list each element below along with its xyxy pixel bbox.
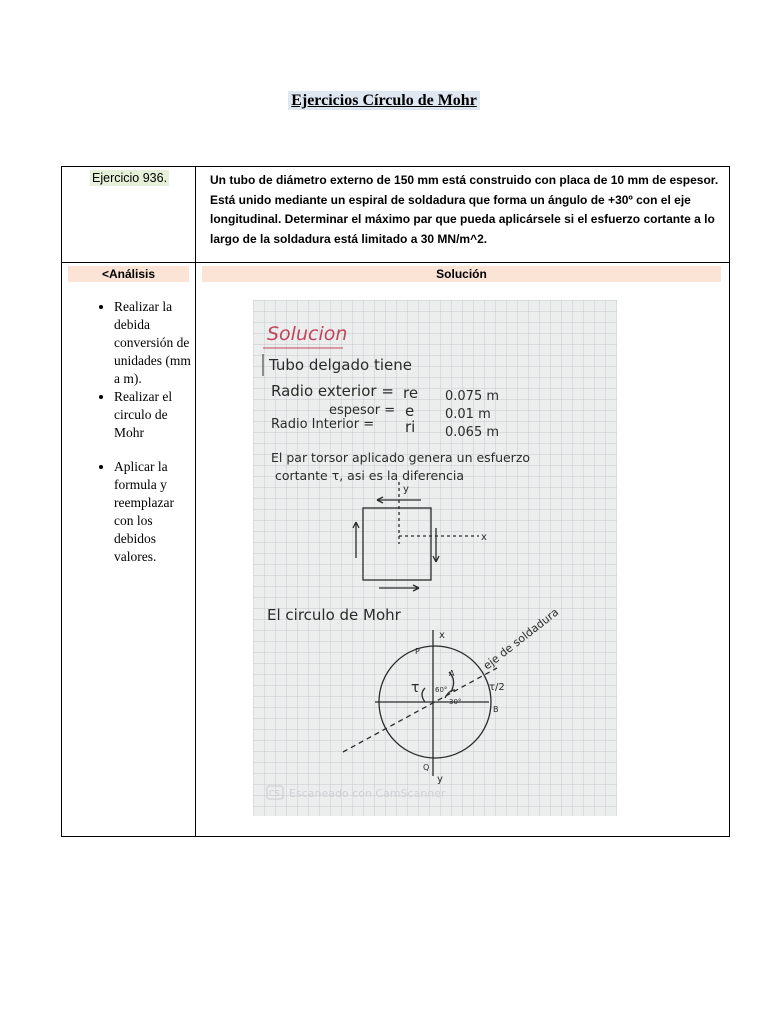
notes-row-val: 0.01 m xyxy=(445,407,491,422)
tau-half-label: τ/2 xyxy=(489,682,505,693)
notes-row-val: 0.075 m xyxy=(445,389,500,404)
watermark-text: Escaneado con CamScanner xyxy=(289,787,446,800)
weld-axis-label: eje de soldadura xyxy=(480,605,562,673)
notes-row-sym: re xyxy=(403,384,419,402)
point-q: Q xyxy=(423,763,430,772)
axis-x-label: x xyxy=(481,532,487,543)
analysis-item: • Realizar la debida conversión de unidades (mm a m). xyxy=(114,298,195,388)
point-a: A xyxy=(449,669,455,678)
exercise-row xyxy=(62,167,730,263)
camscanner-logo-text: CS xyxy=(269,789,280,798)
analysis-header: <Análisis xyxy=(68,266,189,282)
solution-row xyxy=(62,263,730,837)
solution-header: Solución xyxy=(202,266,721,282)
tau-symbol: τ xyxy=(411,680,420,696)
notes-line2: El par torsor aplicado genera un esfuerzo xyxy=(271,450,531,465)
notes-row-sym: ri xyxy=(405,418,416,436)
notes-heading: Solucion xyxy=(267,323,348,345)
notes-row-sym: e xyxy=(405,402,415,420)
analysis-list xyxy=(62,298,195,566)
document-title-wrap xyxy=(0,92,768,110)
notes-row-label: Radio exterior = xyxy=(271,382,394,400)
exercise-statement: Un tubo de diámetro externo de 150 mm está construido con placa de 10 mm de espesor. Está unido mediante un espiral de soldadura que forma un ángulo de +30º con el eje longitudinal. Determinar el máximo par que pueda aplicársele si el esfuerzo cortante a lo largo de la soldadura está limitado a 30 MN/m^2. xyxy=(210,173,719,246)
angle-60: 60° xyxy=(435,686,448,694)
analysis-item: • Aplicar la formula y reemplazar con los debidos valores. xyxy=(114,458,195,566)
angle-30: 30° xyxy=(449,698,462,706)
mohr-x-label: x xyxy=(439,630,445,641)
scanner-watermark xyxy=(267,786,446,800)
solution-cell xyxy=(196,263,730,837)
notes-row-label: Radio Interior = xyxy=(271,417,375,432)
point-p: P xyxy=(415,647,420,656)
exercise-label-cell xyxy=(62,167,196,263)
notes-line3: cortante τ, asi es la diferencia xyxy=(275,468,465,483)
mohr-title: El circulo de Mohr xyxy=(267,606,401,624)
axis-y-label: y xyxy=(403,484,409,495)
notes-row-label: espesor = xyxy=(329,403,396,418)
document-title: Ejercicios Círculo de Mohr xyxy=(288,91,480,110)
analysis-item: • Realizar el circulo de Mohr xyxy=(114,388,195,442)
analysis-cell xyxy=(62,263,196,837)
exercise-statement-cell xyxy=(196,167,730,263)
notes-row-val: 0.065 m xyxy=(445,425,500,440)
point-b: B xyxy=(493,705,499,714)
grid-paper xyxy=(253,300,617,816)
exercise-label: Ejercicio 936. xyxy=(92,171,168,185)
notes-line1: Tubo delgado tiene xyxy=(269,356,412,374)
handwritten-solution-photo xyxy=(253,300,617,816)
exercise-table xyxy=(61,166,730,837)
mohr-y-label: y xyxy=(437,774,443,785)
